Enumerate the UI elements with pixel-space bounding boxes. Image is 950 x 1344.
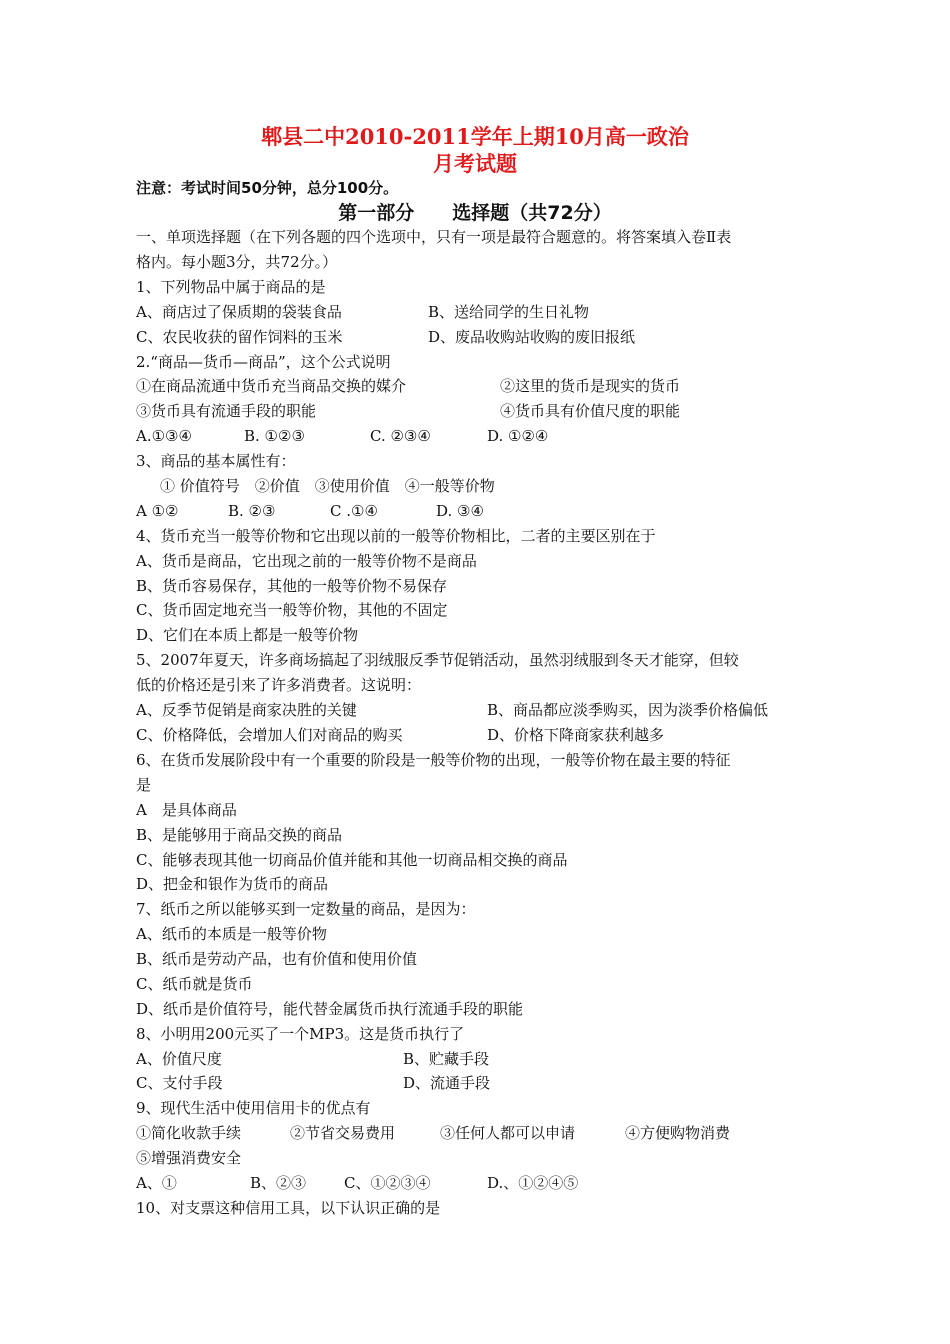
- q8-option-b: B、贮藏手段: [403, 1050, 490, 1068]
- q8-option-d: D、流通手段: [403, 1074, 491, 1092]
- q2-option-c: C. ②③④: [370, 427, 431, 445]
- q3-option-b: B. ②③: [228, 502, 276, 520]
- q5-option-b: B、商品都应淡季购买，因为淡季价格偏低: [487, 701, 769, 719]
- q3-option-a: A ①②: [136, 502, 179, 520]
- q2-statement-3: ③货币具有流通手段的职能: [136, 402, 317, 420]
- q9-statement-3: ③任何人都可以申请: [440, 1124, 576, 1142]
- q9-statement-2: ②节省交易费用: [290, 1124, 396, 1142]
- section-title: 第一部分 选择题（共72分）: [338, 202, 612, 224]
- instructions-line1: 一、单项选择题（在下列各题的四个选项中，只有一项是最符合题意的。将答案填入卷Ⅱ表: [136, 228, 732, 246]
- q7-option-b: B、纸币是劳动产品，也有价值和使用价值: [136, 950, 418, 968]
- q3-statements: ① 价值符号 ②价值 ③使用价值 ④一般等价物: [160, 477, 495, 495]
- q9-statement-5: ⑤增强消费安全: [136, 1149, 242, 1167]
- q8-option-c: C、支付手段: [136, 1074, 223, 1092]
- q9-statement-1: ①简化收款手续: [136, 1124, 242, 1142]
- q7-option-a: A、纸币的本质是一般等价物: [136, 925, 327, 943]
- exam-notice: 注意：考试时间50分钟，总分100分。: [136, 179, 399, 197]
- q3-option-d: D. ③④: [436, 502, 484, 520]
- q8-stem: 8、小明用200元买了一个MP3。这是货币执行了: [136, 1025, 465, 1043]
- q4-stem: 4、货币充当一般等价物和它出现以前的一般等价物相比，二者的主要区别在于: [136, 527, 656, 545]
- q7-option-c: C、纸币就是货币: [136, 975, 253, 993]
- q4-option-b: B、货币容易保存，其他的一般等价物不易保存: [136, 577, 448, 595]
- q9-option-a: A、①: [136, 1174, 177, 1192]
- q2-option-a: A.①③④: [136, 427, 192, 445]
- q1-option-a: A、商店过了保质期的袋装食品: [136, 303, 342, 321]
- q6-option-d: D、把金和银作为货币的商品: [136, 875, 329, 893]
- q2-option-d: D. ①②④: [487, 427, 549, 445]
- q9-statement-4: ④方便购物消费: [625, 1124, 731, 1142]
- q6-stem-line1: 6、在货币发展阶段中有一个重要的阶段是一般等价物的出现，一般等价物在最主要的特征: [136, 751, 731, 769]
- q4-option-c: C、货币固定地充当一般等价物，其他的不固定: [136, 601, 448, 619]
- q5-stem-line1: 5、2007年夏天，许多商场搞起了羽绒服反季节促销活动，虽然羽绒服到冬天才能穿，但较: [136, 651, 739, 669]
- q3-stem: 3、商品的基本属性有：: [136, 452, 296, 470]
- q2-stem: 2.“商品—货币—商品”，这个公式说明: [136, 353, 391, 371]
- q1-option-c: C、农民收获的留作饲料的玉米: [136, 328, 343, 346]
- q1-stem: 1、下列物品中属于商品的是: [136, 278, 326, 296]
- q4-option-a: A、货币是商品，它出现之前的一般等价物不是商品: [136, 552, 477, 570]
- q2-statement-1: ①在商品流通中货币充当商品交换的媒介: [136, 377, 407, 395]
- q9-option-b: B、②③: [250, 1174, 307, 1192]
- q1-option-d: D、废品收购站收购的废旧报纸: [428, 328, 636, 346]
- q4-option-d: D、它们在本质上都是一般等价物: [136, 626, 359, 644]
- q2-option-b: B. ①②③: [244, 427, 305, 445]
- q5-option-d: D、价格下降商家获利越多: [487, 726, 665, 744]
- q5-option-c: C、价格降低，会增加人们对商品的购买: [136, 726, 403, 744]
- q1-option-b: B、送给同学的生日礼物: [428, 303, 590, 321]
- q5-option-a: A、反季节促销是商家决胜的关键: [136, 701, 357, 719]
- exam-title-line1: 郫县二中2010-2011学年上期10月高一政治: [261, 124, 689, 149]
- q2-statement-2: ②这里的货币是现实的货币: [500, 377, 681, 395]
- q9-option-d: D.、①②④⑤: [487, 1174, 579, 1192]
- q9-stem: 9、现代生活中使用信用卡的优点有: [136, 1099, 371, 1117]
- q10-stem: 10、对支票这种信用工具，以下认识正确的是: [136, 1199, 441, 1217]
- q6-stem-line2: 是: [136, 776, 152, 794]
- q8-option-a: A、价值尺度: [136, 1050, 222, 1068]
- instructions-line2: 格内。每小题3分，共72分。）: [136, 253, 338, 271]
- q2-statement-4: ④货币具有价值尺度的职能: [500, 402, 681, 420]
- q6-option-a: A 是具体商品: [136, 801, 237, 819]
- q5-stem-line2: 低的价格还是引来了许多消费者。这说明：: [136, 676, 422, 694]
- q6-option-b: B、是能够用于商品交换的商品: [136, 826, 343, 844]
- q7-option-d: D、纸币是价值符号，能代替金属货币执行流通手段的职能: [136, 1000, 524, 1018]
- exam-title-line2: 月考试题: [433, 151, 517, 176]
- q6-option-c: C、能够表现其他一切商品价值并能和其他一切商品相交换的商品: [136, 851, 568, 869]
- q9-option-c: C、①②③④: [344, 1174, 431, 1192]
- q3-option-c: C .①④: [330, 502, 378, 520]
- q7-stem: 7、纸币之所以能够买到一定数量的商品，是因为：: [136, 900, 476, 918]
